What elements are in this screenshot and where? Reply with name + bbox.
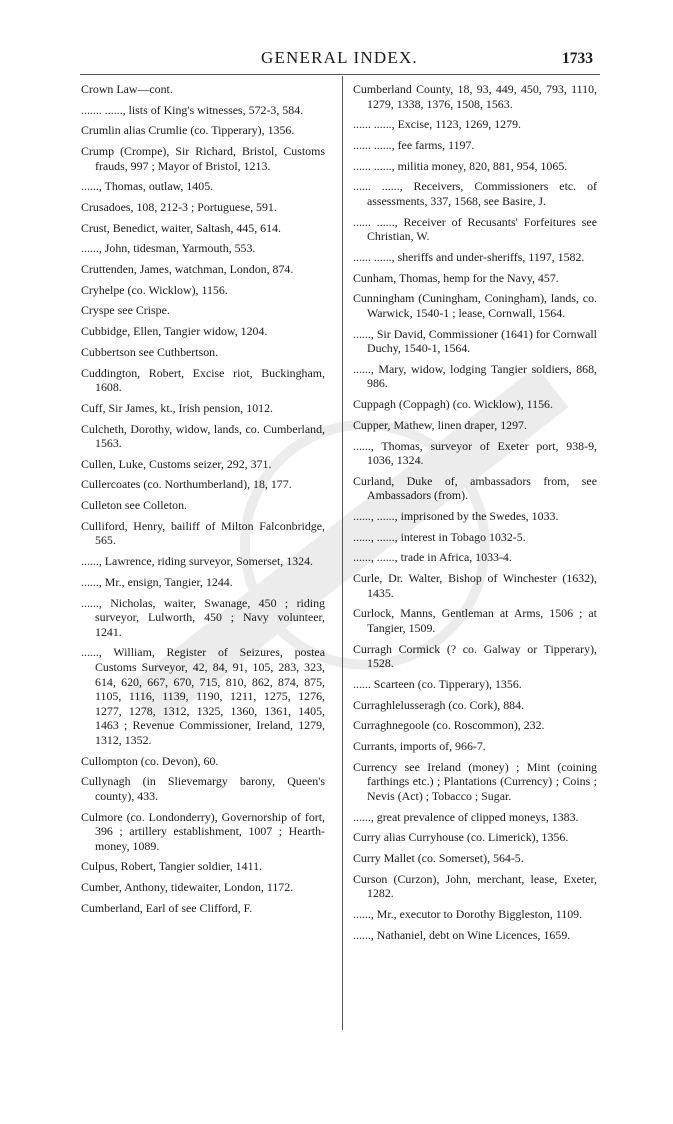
index-column-right [353,82,597,948]
index-entry: ...... ......, fee farms, 1197. [353,137,475,152]
index-entry: Crumlin alias Crumlie (co. Tipperary), 1356. [81,123,295,138]
index-entry: Cumberland, Earl of see Clifford, F. [81,900,253,915]
index-entry: Culliford, Henry, bailiff of Milton Falconbridge, 565. [81,518,325,548]
page-header [0,48,673,72]
index-entry: Cunham, Thomas, hemp for the Navy, 457. [353,270,559,285]
index-entry: Cruttenden, James, watchman, London, 874. [81,262,294,277]
column-rule [342,76,343,1030]
index-entry: Crusadoes, 108, 212-3 ; Portuguese, 591. [81,200,277,215]
index-entry: Curraghnegoole (co. Roscommon), 232. [353,718,545,733]
index-entry: ...... ......, Receiver of Recusants' Forfeitures see Christian, W. [353,214,597,244]
index-column-left [81,82,325,922]
index-entry: Cuddington, Robert, Excise riot, Buckingham, 1608. [81,365,325,395]
index-entry: Curry Mallet (co. Somerset), 564-5. [353,850,524,865]
index-entry: Curragh Cormick (? co. Galway or Tipperary), 1528. [353,641,597,671]
index-entry: Culcheth, Dorothy, widow, lands, co. Cumberland, 1563. [81,421,325,451]
index-entry: ...... ......, sheriffs and under-sheriffs, 1197, 1582. [353,249,585,264]
index-entry: Culmore (co. Londonderry), Governorship of fort, 396 ; artillery establishment, 1007 ; Hearth-money, 1089. [81,809,325,853]
index-entry: Curland, Duke of, ambassadors from, see Ambassadors (from). [353,473,597,503]
index-entry: ....... ......, lists of King's witnesses, 572-3, 584. [81,102,304,117]
index-entry: ......, Mr., ensign, Tangier, 1244. [81,574,233,589]
index-entry: Curlock, Manns, Gentleman at Arms, 1506 ; at Tangier, 1509. [353,606,597,635]
index-entry: ...... ......, militia money, 820, 881, 954, 1065. [353,158,568,173]
index-entry: Currency see Ireland (money) ; Mint (coining farthings etc.) ; Plantations (Currency) ; Coins ; Nevis (Act) ; Tobacco ; Sugar. [353,759,597,803]
index-entry: Cullen, Luke, Customs seizer, 292, 371. [81,456,272,471]
index-entry: ......, William, Register of Seizures, postea Customs Surveyor, 42, 84, 91, 105, 283, 323, 614, 620, 667, 670, 715, 810, 862, 874, 875, 1105, 1116, 1139, 1190, 1211, 1275, 1276, 1277, 1278, 1312, 1325, 1360, 1361, 1405, 1463 ; Revenue Commissioner, Ireland, 1279, 1312, 1352. [81,645,325,747]
index-entry: ......, Nathaniel, debt on Wine Licences, 1659. [353,927,571,942]
index-entry: ......, ......, interest in Tobago 1032-5. [353,529,526,544]
index-entry: Crust, Benedict, waiter, Saltash, 445, 614. [81,220,281,235]
index-entry: Cullercoates (co. Northumberland), 18, 177. [81,477,292,492]
index-entry: ...... ......, Excise, 1123, 1269, 1279. [353,117,521,132]
index-entry: Currants, imports of, 966-7. [353,739,486,754]
index-entry: Cumber, Anthony, tidewaiter, London, 1172. [81,880,294,895]
index-entry: Curle, Dr. Walter, Bishop of Winchester (1632), 1435. [353,571,597,600]
index-entry: Cullynagh (in Slievemargy barony, Queen's county), 433. [81,774,325,803]
index-entry: ......, ......, imprisoned by the Swedes, 1033. [353,509,559,524]
index-entry: ......, John, tidesman, Yarmouth, 553. [81,241,256,256]
index-entry: Cryspe see Crispe. [81,303,170,318]
index-entry: Cubbidge, Ellen, Tangier widow, 1204. [81,324,268,339]
index-entry: Cryhelpe (co. Wicklow), 1156. [81,282,228,297]
index-entry: ......, Lawrence, riding surveyor, Somerset, 1324. [81,554,313,569]
index-entry: ......, Thomas, surveyor of Exeter port, 938-9, 1036, 1324. [353,438,597,468]
index-entry: Curson (Curzon), John, merchant, lease, Exeter, 1282. [353,871,597,901]
index-entry: ......, great prevalence of clipped moneys, 1383. [353,809,579,824]
index-entry: Cuff, Sir James, kt., Irish pension, 1012. [81,400,274,415]
index-entry: Curry alias Curryhouse (co. Limerick), 1356. [353,830,569,845]
page-number: 1733 [562,50,593,67]
index-entry: ......, ......, trade in Africa, 1033-4. [353,550,512,565]
index-entry: Cunningham (Cuningham, Coningham), lands, co. Warwick, 1540-1 ; lease, Cornwall, 1564. [353,291,597,320]
index-entry: ...... ......, Receivers, Commissioners etc. of assessments, 337, 1568, see Basire, J. [353,179,597,208]
header-rule [80,74,600,75]
index-entry: Cumberland County, 18, 93, 449, 450, 793, 1110, 1279, 1338, 1376, 1508, 1563. [353,82,597,111]
index-entry: ......, Mr., executor to Dorothy Biggleston, 1109. [353,906,583,921]
index-entry: Crump (Crompe), Sir Richard, Bristol, Customs frauds, 997 ; Mayor of Bristol, 1213. [81,144,325,173]
index-entry: ......, Nicholas, waiter, Swanage, 450 ; riding surveyor, Lulworth, 450 ; Navy volunteer, 1241. [81,595,325,639]
index-entry: Cubbertson see Cuthbertson. [81,344,219,359]
index-entry: ......, Sir David, Commissioner (1641) for Cornwall Duchy, 1540-1, 1564. [353,326,597,356]
index-entry: Curraghlelusseragh (co. Cork), 884. [353,697,525,712]
index-entry: ...... Scarteen (co. Tipperary), 1356. [353,676,522,691]
index-entry: Cuppagh (Coppagh) (co. Wicklow), 1156. [353,397,553,412]
index-entry: ......, Thomas, outlaw, 1405. [81,179,214,194]
running-title: GENERAL INDEX. [261,48,418,67]
index-entry: Cullompton (co. Devon), 60. [81,753,219,768]
index-entry: ......, Mary, widow, lodging Tangier soldiers, 868, 986. [353,361,597,391]
index-entry: Culleton see Colleton. [81,498,188,513]
index-entry: Cupper, Mathew, linen draper, 1297. [353,417,527,432]
index-entry: Culpus, Robert, Tangier soldier, 1411. [81,859,262,874]
index-entry: Crown Law—cont. [81,82,173,96]
